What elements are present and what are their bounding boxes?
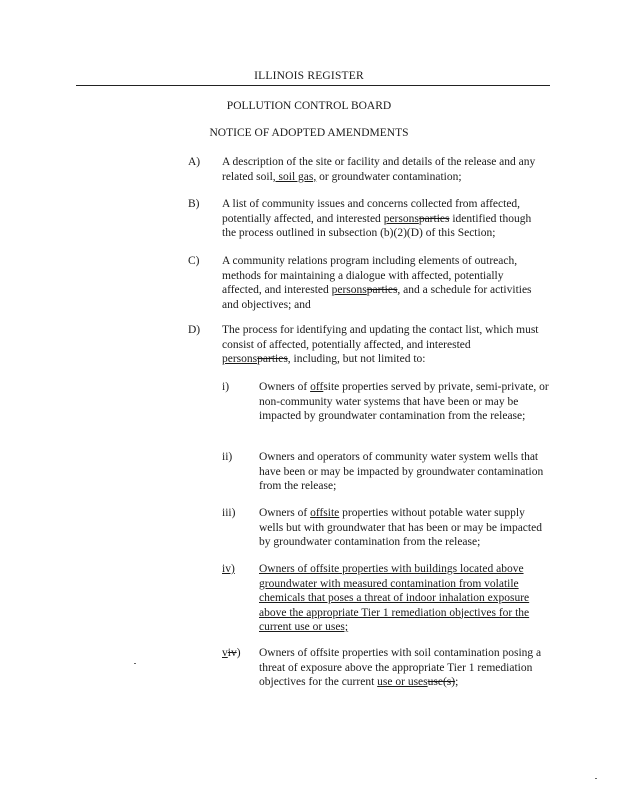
inserted-text: , soil gas,	[272, 170, 317, 183]
item-a-text: A description of the site or facility and details of the release and any related soil, soil gas, or groundwater contamination;	[222, 156, 536, 183]
item-ii-text: Owners and operators of community water system wells that have been or may be impacted by groundwater contamination from the release;	[259, 451, 544, 492]
item-c-label: C)	[188, 255, 200, 267]
item-v-label: viv)	[222, 647, 241, 659]
item-d-text: The process for identifying and updating the contact list, which must consist of affected, potentially affected, and interested personsparties, including, but not limited to:	[222, 324, 539, 365]
inserted-text: persons	[222, 353, 258, 365]
board-name: POLLUTION CONTROL BOARD	[226, 100, 392, 112]
item-b-label: B)	[188, 198, 200, 210]
item-iv-label: iv)	[222, 563, 235, 575]
item-c-text: A community relations program including elements of outreach, methods for maintaining a dialogue with affected, potentially affected, and interested personsparties, and a schedule for activities and objectives; and	[222, 255, 532, 311]
item-i-label: i)	[222, 381, 230, 393]
deleted-text: parties	[418, 212, 450, 225]
item-i-text: Owners of offsite properties served by private, semi-private, or non-community water systems that have been or may be impacted by groundwater contamination from the release;	[259, 381, 549, 422]
item-iii-text: Owners of offsite properties without potable water supply wells but with groundwater that has been or may be impacted by groundwater contamination from the release;	[259, 507, 542, 548]
deleted-text: parties	[257, 353, 288, 365]
inserted-text: persons	[331, 284, 367, 296]
inserted-text: off	[310, 381, 324, 393]
inserted-text: use or uses	[377, 676, 428, 688]
item-d-label: D)	[188, 324, 201, 336]
inserted-text: Owners of offsite properties with buildings located above groundwater with measured contamination from volatile chemicals that poses a threat of indoor inhalation exposure above the appropriate Tier 1 remediation objectives for the current use or uses;	[259, 563, 530, 633]
deleted-text: parties	[366, 284, 398, 296]
notice-title: NOTICE OF ADOPTED AMENDMENTS	[209, 127, 409, 139]
item-ii-label: ii)	[222, 451, 233, 463]
item-iv-text	[259, 562, 551, 635]
header-rule	[76, 85, 550, 86]
item-b-text: A list of community issues and concerns collected from affected, potentially affected, and interested personsparties identified though the process outlined in subsection (b)(2)(D) of this Section;	[222, 198, 532, 239]
item-a-label: A)	[188, 156, 201, 168]
register-title: ILLINOIS REGISTER	[254, 70, 364, 82]
scan-speck	[595, 778, 597, 779]
inserted-text: offsite	[310, 507, 340, 519]
inserted-text: persons	[383, 212, 419, 225]
deleted-text: use(s)	[427, 676, 456, 688]
item-iii-label: iii)	[222, 507, 236, 519]
item-v-text: Owners of offsite properties with soil contamination posing a threat of exposure above the appropriate Tier 1 remediation objectives for the current use or usesuse(s);	[259, 647, 542, 688]
scan-speck	[134, 663, 136, 664]
